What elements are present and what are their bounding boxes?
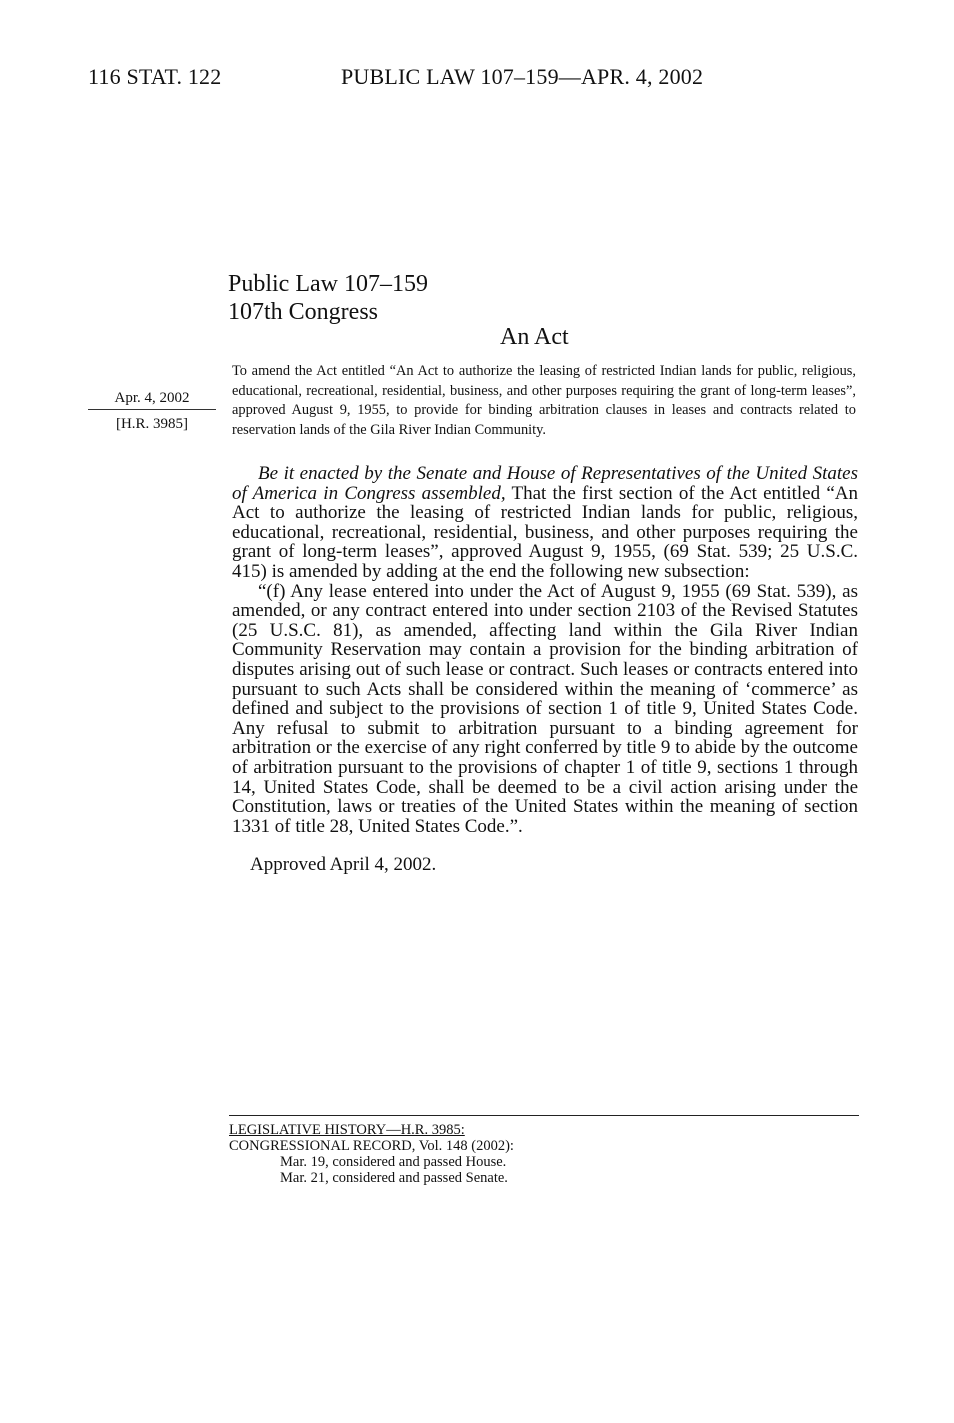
history-entry: Mar. 19, considered and passed House. — [280, 1154, 507, 1170]
stat-reference: 116 STAT. 122 — [88, 64, 222, 89]
margin-date: Apr. 4, 2002 — [88, 390, 216, 410]
enacting-clause — [232, 464, 858, 582]
legislative-history — [229, 1115, 859, 1186]
subsection-f: “(f) Any lease entered into under the Act of August 9, 1955 (69 Stat. 539), as amended, or any contract entered into under section 2103 of the Revised Statutes (25 U.S.C. 81), as amended, affecting land within the Gila River Indian Community Reservation may contain a provision for the binding arbitration of disputes arising out of such lease or contract. Such leases or contracts entered into pursuant to such Acts shall be considered within the meaning of ‘commerce’ as defined and subject to the provisions of section 1 of title 9, United States Code. Any refusal to submit to arbitration pursuant to a binding agreement for arbitration or the exercise of any right conferred by title 9 to abide by the outcome of arbitration pursuant to the provisions of chapter 1 of title 9, sections 1 through 14, United States Code, shall be deemed to be a civil action arising under the Constitution, laws or treaties of the United States within the meaning of section 1331 of title 28, United States Code.”. — [232, 580, 858, 837]
law-header: PUBLIC LAW 107–159—APR. 4, 2002 — [341, 64, 704, 89]
enacting-text: That the first section of the Act entitled “An Act to authorize the leasing of restricted Indian lands for public, religious, educational, recreational, residential, business, and other purposes requiring the grant of long-term leases”, approved August 9, 1955, (69 Stat. 539; 25 U.S.C. 415) is amended by adding at the end the following new subsection: — [232, 482, 858, 582]
title-block — [228, 270, 428, 326]
body-text — [232, 464, 858, 875]
public-law-title: Public Law 107–159 — [228, 271, 428, 297]
margin-bill-number: [H.R. 3985] — [115, 416, 189, 432]
history-heading: LEGISLATIVE HISTORY—H.R. 3985: — [229, 1122, 465, 1138]
purpose-paragraph: To amend the Act entitled “An Act to authorize the leasing of restricted Indian lands for public, religious, educational, recreational, residential, business, and other purposes requiring the grant of long-term leases”, approved August 9, 1955, to provide for binding arbitration clauses in leases and contracts related to reservation lands of the Gila River Indian Community. — [232, 363, 856, 438]
an-act-heading: An Act — [500, 324, 569, 350]
congressional-record: CONGRESSIONAL RECORD, Vol. 148 (2002): — [229, 1138, 514, 1154]
margin-note — [88, 390, 216, 433]
congress-title: 107th Congress — [228, 299, 378, 325]
enacting-italic: Be it enacted by the Senate and House of Representatives of the United States of America in Congress assembled, — [232, 463, 858, 504]
approved-line: Approved April 4, 2002. — [250, 854, 437, 876]
history-entry: Mar. 21, considered and passed Senate. — [280, 1170, 508, 1186]
